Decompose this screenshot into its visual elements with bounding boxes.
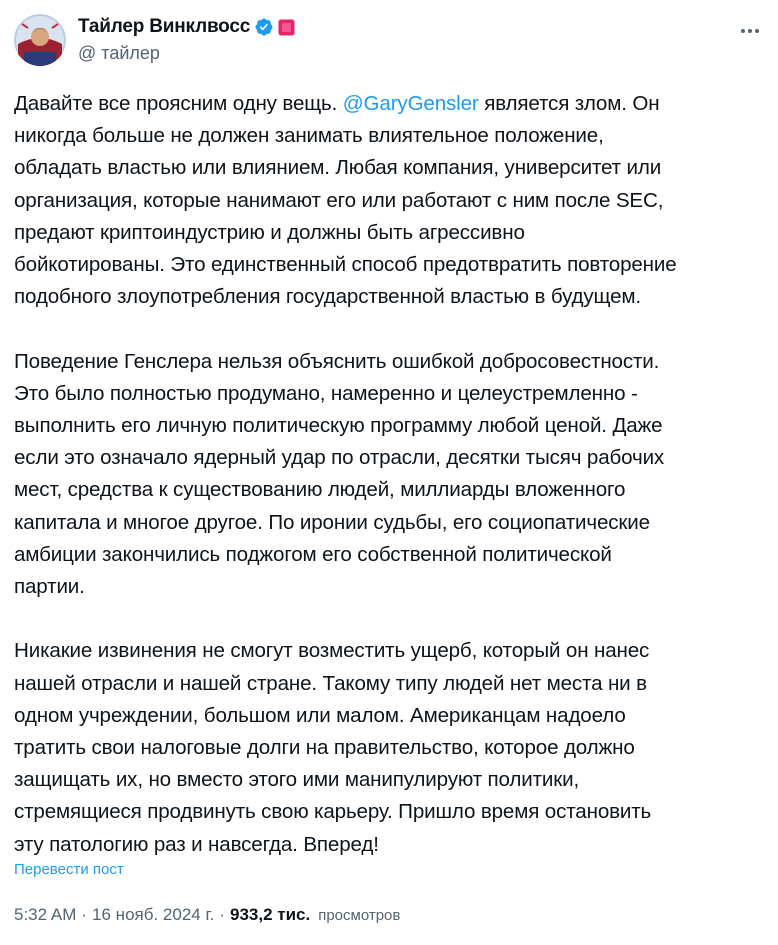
views-label: просмотров: [318, 906, 401, 924]
more-options-icon[interactable]: [738, 19, 762, 43]
translate-post-link[interactable]: Перевести пост: [14, 861, 124, 878]
tweet-text-intro: Давайте все проясним одну вещь.: [14, 92, 343, 115]
tweet-text: [14, 88, 774, 861]
affiliate-badge-icon[interactable]: [278, 19, 295, 36]
mention-link[interactable]: @GaryGensler: [342, 92, 479, 115]
post-date[interactable]: 16 нояб. 2024 г.: [92, 905, 215, 924]
tweet-meta: [14, 905, 400, 925]
meta-separator: ·: [219, 905, 225, 924]
tweet-header: [14, 13, 764, 67]
tweet-paragraph-1: [14, 88, 774, 313]
display-name-row: [78, 15, 295, 39]
author-names: [78, 15, 295, 64]
views-count: 933,2 тис.: [229, 905, 311, 924]
tweet-paragraph-3: Никакие извинения не смогут возместить ущерб, который он нанес нашей отрасли и нашей стране. Такому типу людей нет места ни в одном учреждении, большом или малом. Американцам надоело тратить свои налоговые долги на правительство, которое должно защищать их, но вместо этого ими манипулируют политики, стремящиеся продвинуть свою карьеру. Пришло время остановить эту патологию раз и навсегда. Вперед!: [14, 639, 652, 856]
display-name[interactable]: Тайлер Винклвосс: [78, 16, 251, 37]
tweet-text-continued: является злом. Он никогда больше не должен занимать влиятельное положение, обладать властью или влиянием. Любая компания, университет или организация, которые нанимают его или работают с ним после SEC, предают криптоиндустрию и должны быть агрессивно бойкотированы. Это единственный способ предотвратить повторение подобного злоупотребления государственной властью в будущем.: [14, 92, 677, 309]
avatar[interactable]: [14, 14, 66, 66]
post-time[interactable]: 5:32 AM: [14, 905, 77, 924]
handle[interactable]: @ тайлер: [78, 43, 160, 63]
avatar-image: [14, 14, 66, 66]
tweet-paragraph-2: Поведение Генслера нельзя объяснить ошибкой добросовестности. Это было полностью продумано, намеренно и целеустремленно - выполнить его личную политическую программу любой ценой. Даже если это означало ядерный удар по отрасли, десятки тысяч рабочих мест, средства к существованию людей, миллиарды вложенного капитала и многое другое. По иронии судьбы, его социопатические амбиции закончились поджогом его собственной политической партии.: [14, 349, 665, 599]
meta-separator: ·: [81, 905, 88, 924]
verified-badge-icon[interactable]: [254, 17, 274, 37]
